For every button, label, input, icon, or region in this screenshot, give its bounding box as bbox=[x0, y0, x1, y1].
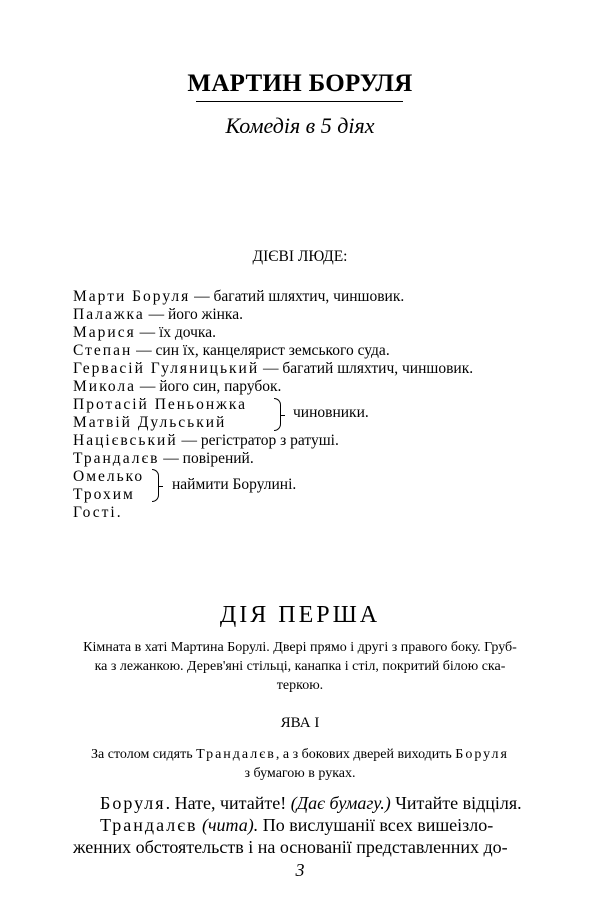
character-name: Трандалєв bbox=[73, 450, 160, 467]
character-name: Гервасій Гуляницький bbox=[73, 360, 260, 377]
character-name: Трохим bbox=[73, 486, 135, 503]
character-desc: — повірений. bbox=[159, 450, 254, 467]
scene-direction-line: з бумагою в руках. bbox=[244, 766, 356, 781]
character-desc: — регістратор з ратуші. bbox=[177, 432, 339, 449]
cast-item bbox=[73, 360, 473, 378]
character-desc: — його жінка. bbox=[144, 306, 243, 323]
cast-item bbox=[73, 450, 254, 468]
speaker-name: Боруля bbox=[100, 793, 166, 813]
character-name: Протасій Пеньонжка bbox=[73, 396, 248, 413]
direction-character: Трандалєв bbox=[196, 747, 276, 762]
cast-item bbox=[73, 324, 216, 342]
cast-item bbox=[73, 504, 123, 522]
play-subtitle: Комедія в 5 діях bbox=[225, 113, 375, 138]
character-name: Матвій Дульський bbox=[73, 414, 227, 431]
stage-direction-line: ка з лежанкою. Дерев'яні стільці, канапка і стіл, покритий білою ска- bbox=[94, 659, 506, 674]
brace-hired bbox=[152, 469, 159, 502]
scene-direction-line bbox=[0, 745, 600, 764]
direction-text: За столом сидять bbox=[91, 747, 197, 762]
play-title: МАРТИН БОРУЛЯ bbox=[187, 70, 413, 97]
cast-item bbox=[73, 468, 144, 486]
dialog-direction: (чита). bbox=[197, 815, 259, 835]
stage-direction-line: теркою. bbox=[276, 678, 324, 693]
character-desc: — багатий шляхтич, чиншовик. bbox=[259, 360, 474, 377]
direction-character: Боруля bbox=[455, 747, 509, 762]
dialog-text: По вислушанії всех вишеізло- bbox=[258, 815, 494, 835]
character-desc: — син їх, канцелярист земського суда. bbox=[132, 342, 390, 359]
cast-item bbox=[73, 288, 404, 306]
character-desc: — їх дочка. bbox=[135, 324, 216, 341]
cast-heading: ДІЄВІ ЛЮДЕ: bbox=[252, 248, 348, 265]
dialog-line: женних обстоятельств і на основанії представленних до- bbox=[73, 837, 508, 857]
brace-officials bbox=[274, 398, 281, 431]
dialog-line bbox=[100, 814, 493, 836]
speaker-name: Трандалєв bbox=[100, 815, 198, 835]
cast-item bbox=[73, 432, 339, 450]
group-hired-label: наймити Борулині. bbox=[172, 476, 297, 493]
scene-title: ЯВА І bbox=[280, 715, 320, 731]
dialog-text: Читайте відціля. bbox=[390, 793, 522, 813]
act-title: ДІЯ ПЕРША bbox=[219, 602, 381, 628]
character-name: Степан bbox=[73, 342, 133, 359]
character-desc: — його син, парубок. bbox=[135, 378, 282, 395]
title-underline bbox=[196, 101, 403, 102]
cast-item bbox=[73, 396, 247, 414]
character-name: Націєвський bbox=[73, 432, 178, 449]
character-name: Марти Боруля bbox=[73, 288, 191, 305]
character-name: Микола bbox=[73, 378, 136, 395]
group-officials-label: чиновники. bbox=[293, 404, 369, 421]
stage-direction-line: Кімната в хаті Мартина Борулі. Двері прямо і другі з правого боку. Груб- bbox=[83, 640, 517, 655]
dialog-text: . Нате, читайте! bbox=[165, 793, 291, 813]
dialog-line bbox=[100, 792, 522, 814]
character-name: Палажка bbox=[73, 306, 145, 323]
cast-item bbox=[73, 306, 243, 324]
page-number: 3 bbox=[295, 860, 305, 880]
cast-item bbox=[73, 342, 390, 360]
direction-text: , а з бокових дверей виходить bbox=[275, 747, 456, 762]
character-name: Гості. bbox=[73, 504, 123, 521]
cast-item bbox=[73, 486, 135, 504]
character-name: Марися bbox=[73, 324, 136, 341]
cast-item bbox=[73, 414, 226, 432]
cast-item bbox=[73, 378, 281, 396]
character-desc: — багатий шляхтич, чиншовик. bbox=[190, 288, 405, 305]
dialog-direction: (Дає бумагу.) bbox=[290, 793, 391, 813]
character-name: Омелько bbox=[73, 468, 145, 485]
